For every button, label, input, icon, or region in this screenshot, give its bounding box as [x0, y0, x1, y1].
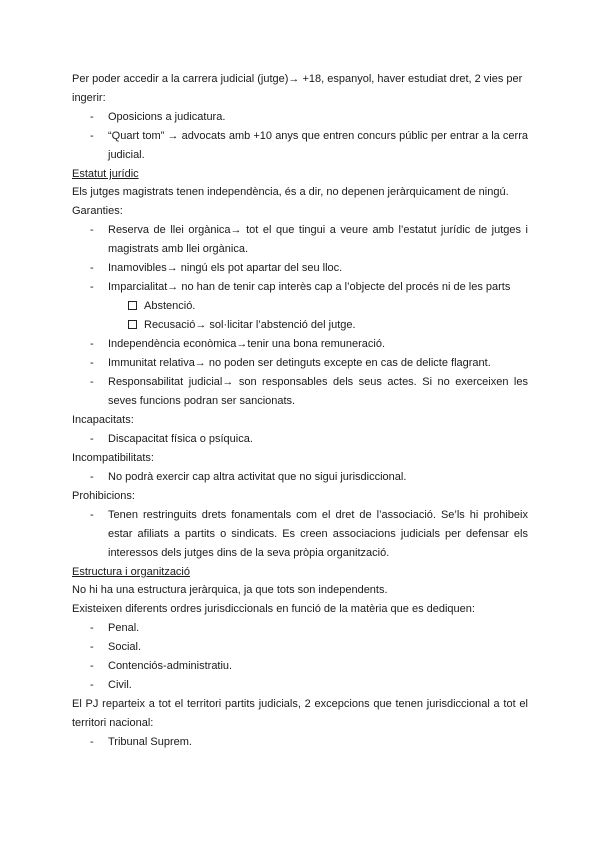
estructura-paragraph: No hi ha una estructura jeràrquica, ja que tots son independents. [72, 584, 388, 596]
prohibicions-label: Prohibicions: [72, 490, 135, 502]
checkbox-item [128, 297, 528, 316]
incompatibilitats-label: Incompatibilitats: [72, 452, 154, 464]
list-item: - No podrà exercir cap altra activitat que no sigui jurisdiccional. [72, 468, 528, 487]
list-item: - Reserva de llei orgànica→ tot el que tingui a veure amb l’estatut jurídic de jutges i magistrats amb llei orgànica. [72, 221, 528, 259]
checkbox-label: Abstenció. [144, 300, 196, 312]
intro-paragraph: Per poder accedir a la carrera judicial (jutge)→ +18, espanyol, haver estudiat dret, 2 vies per ingerir: [72, 73, 523, 104]
intro-list [72, 108, 528, 165]
garanties-label: Garanties: [72, 205, 123, 217]
incompatibilitats-list [72, 468, 528, 487]
list-item: - Penal. [72, 619, 528, 638]
checkbox-icon [128, 301, 137, 310]
list-item: - Tenen restringuits drets fonamentals com el dret de l’associació. Se’ls hi prohibeix estar afiliats a partits o sindicats. Es creen associacions judicials per defensar els interessos dels jutges dins de la seva pròpia organització. [72, 506, 528, 563]
section-heading-estructura: Estructura i organització [72, 566, 190, 578]
imparcialitat-sublist [72, 297, 528, 335]
estatut-paragraph: Els jutges magistrats tenen independència, és a dir, no depenen jeràrquicament de ningú. [72, 186, 509, 198]
list-item: - Independència econòmica→tenir una bona remuneració. [72, 335, 528, 354]
list-item: - Social. [72, 638, 528, 657]
list-item: - Inamovibles→ ningú els pot apartar del seu lloc. [72, 259, 528, 278]
ordres-list [72, 619, 528, 695]
garanties-list [72, 221, 528, 297]
incapacitats-label: Incapacitats: [72, 414, 134, 426]
checkbox-icon [128, 320, 137, 329]
pj-paragraph: El PJ reparteix a tot el territori partits judicials, 2 excepcions que tenen jurisdiccional a tot el territori nacional: [72, 698, 528, 729]
list-item: - Immunitat relativa→ no poden ser detinguts excepte en cas de delicte flagrant. [72, 354, 528, 373]
ordres-paragraph: Existeixen diferents ordres jurisdiccionals en funció de la matèria que es dediquen: [72, 603, 475, 615]
list-item: - Tribunal Suprem. [72, 733, 528, 752]
list-item: - Responsabilitat judicial→ son responsables dels seus actes. Si no exerceixen les seves funcions podran ser sancionats. [72, 373, 528, 411]
list-item: - “Quart tom” → advocats amb +10 anys que entren concurs públic per entrar a la cerra judicial. [72, 127, 528, 165]
prohibicions-list [72, 506, 528, 563]
checkbox-label: Recusació→ sol·licitar l’abstenció del jutge. [144, 319, 356, 331]
list-item: - Oposicions a judicatura. [72, 108, 528, 127]
pj-list [72, 733, 528, 752]
document-body [72, 70, 528, 752]
section-heading-estatut: Estatut jurídic [72, 168, 139, 180]
list-item: - Imparcialitat→ no han de tenir cap interès cap a l’objecte del procés ni de les parts [72, 278, 528, 297]
checkbox-item [128, 316, 528, 335]
garanties-list-continued [72, 335, 528, 411]
list-item: - Civil. [72, 676, 528, 695]
list-item: - Contenciós-administratiu. [72, 657, 528, 676]
incapacitats-list [72, 430, 528, 449]
list-item: - Discapacitat física o psíquica. [72, 430, 528, 449]
